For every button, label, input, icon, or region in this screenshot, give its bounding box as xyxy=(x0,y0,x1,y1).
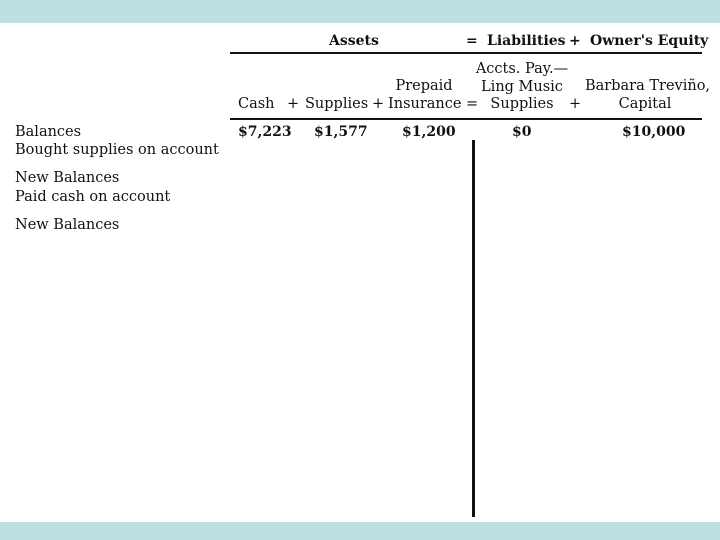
accts-line-2: Ling Music xyxy=(481,78,563,95)
cash-column-header: Cash xyxy=(238,96,275,112)
accounts-payable-column-header xyxy=(472,62,572,112)
bottom-band xyxy=(0,522,720,540)
owners-equity-header: Owner's Equity xyxy=(590,33,709,49)
balance-prepaid-insurance-value: $1,200 xyxy=(402,124,456,140)
plus-sign-header: + xyxy=(569,33,581,49)
capital-line-2: Capital xyxy=(618,95,672,112)
assets-header: Assets xyxy=(329,33,379,49)
capital-line-1: Barbara Treviño, xyxy=(585,78,711,94)
equals-sign-columns: = xyxy=(466,96,479,112)
row-label-balances: Balances xyxy=(15,124,82,140)
plus-sign-1: + xyxy=(287,96,300,112)
row-label-paid-cash: Paid cash on account xyxy=(15,189,171,205)
prepaid-line-2: Insurance xyxy=(388,95,462,112)
top-band xyxy=(0,0,720,23)
plus-sign-3: + xyxy=(569,96,582,112)
plus-sign-2: + xyxy=(372,96,385,112)
balance-capital-value: $10,000 xyxy=(622,124,686,140)
row-label-bought-supplies: Bought supplies on account xyxy=(15,142,219,158)
header-rule xyxy=(230,52,702,54)
prepaid-insurance-column-header xyxy=(388,79,460,111)
row-label-new-balances-1: New Balances xyxy=(15,170,120,186)
accts-line-1: Accts. Pay.— xyxy=(475,61,569,77)
balance-supplies-value: $1,577 xyxy=(314,124,368,140)
balance-cash-value: $7,223 xyxy=(238,124,292,140)
prepaid-line-1: Prepaid xyxy=(395,78,453,94)
balance-accts-pay-value: $0 xyxy=(512,124,532,140)
columns-rule xyxy=(230,118,702,120)
equation-divider-line xyxy=(472,140,475,517)
accts-line-3: Supplies xyxy=(490,96,554,112)
row-label-new-balances-2: New Balances xyxy=(15,217,120,233)
equals-sign-header: = xyxy=(466,33,478,49)
liabilities-header: Liabilities xyxy=(487,33,566,49)
capital-column-header xyxy=(585,78,711,112)
supplies-column-header: Supplies xyxy=(305,96,369,112)
